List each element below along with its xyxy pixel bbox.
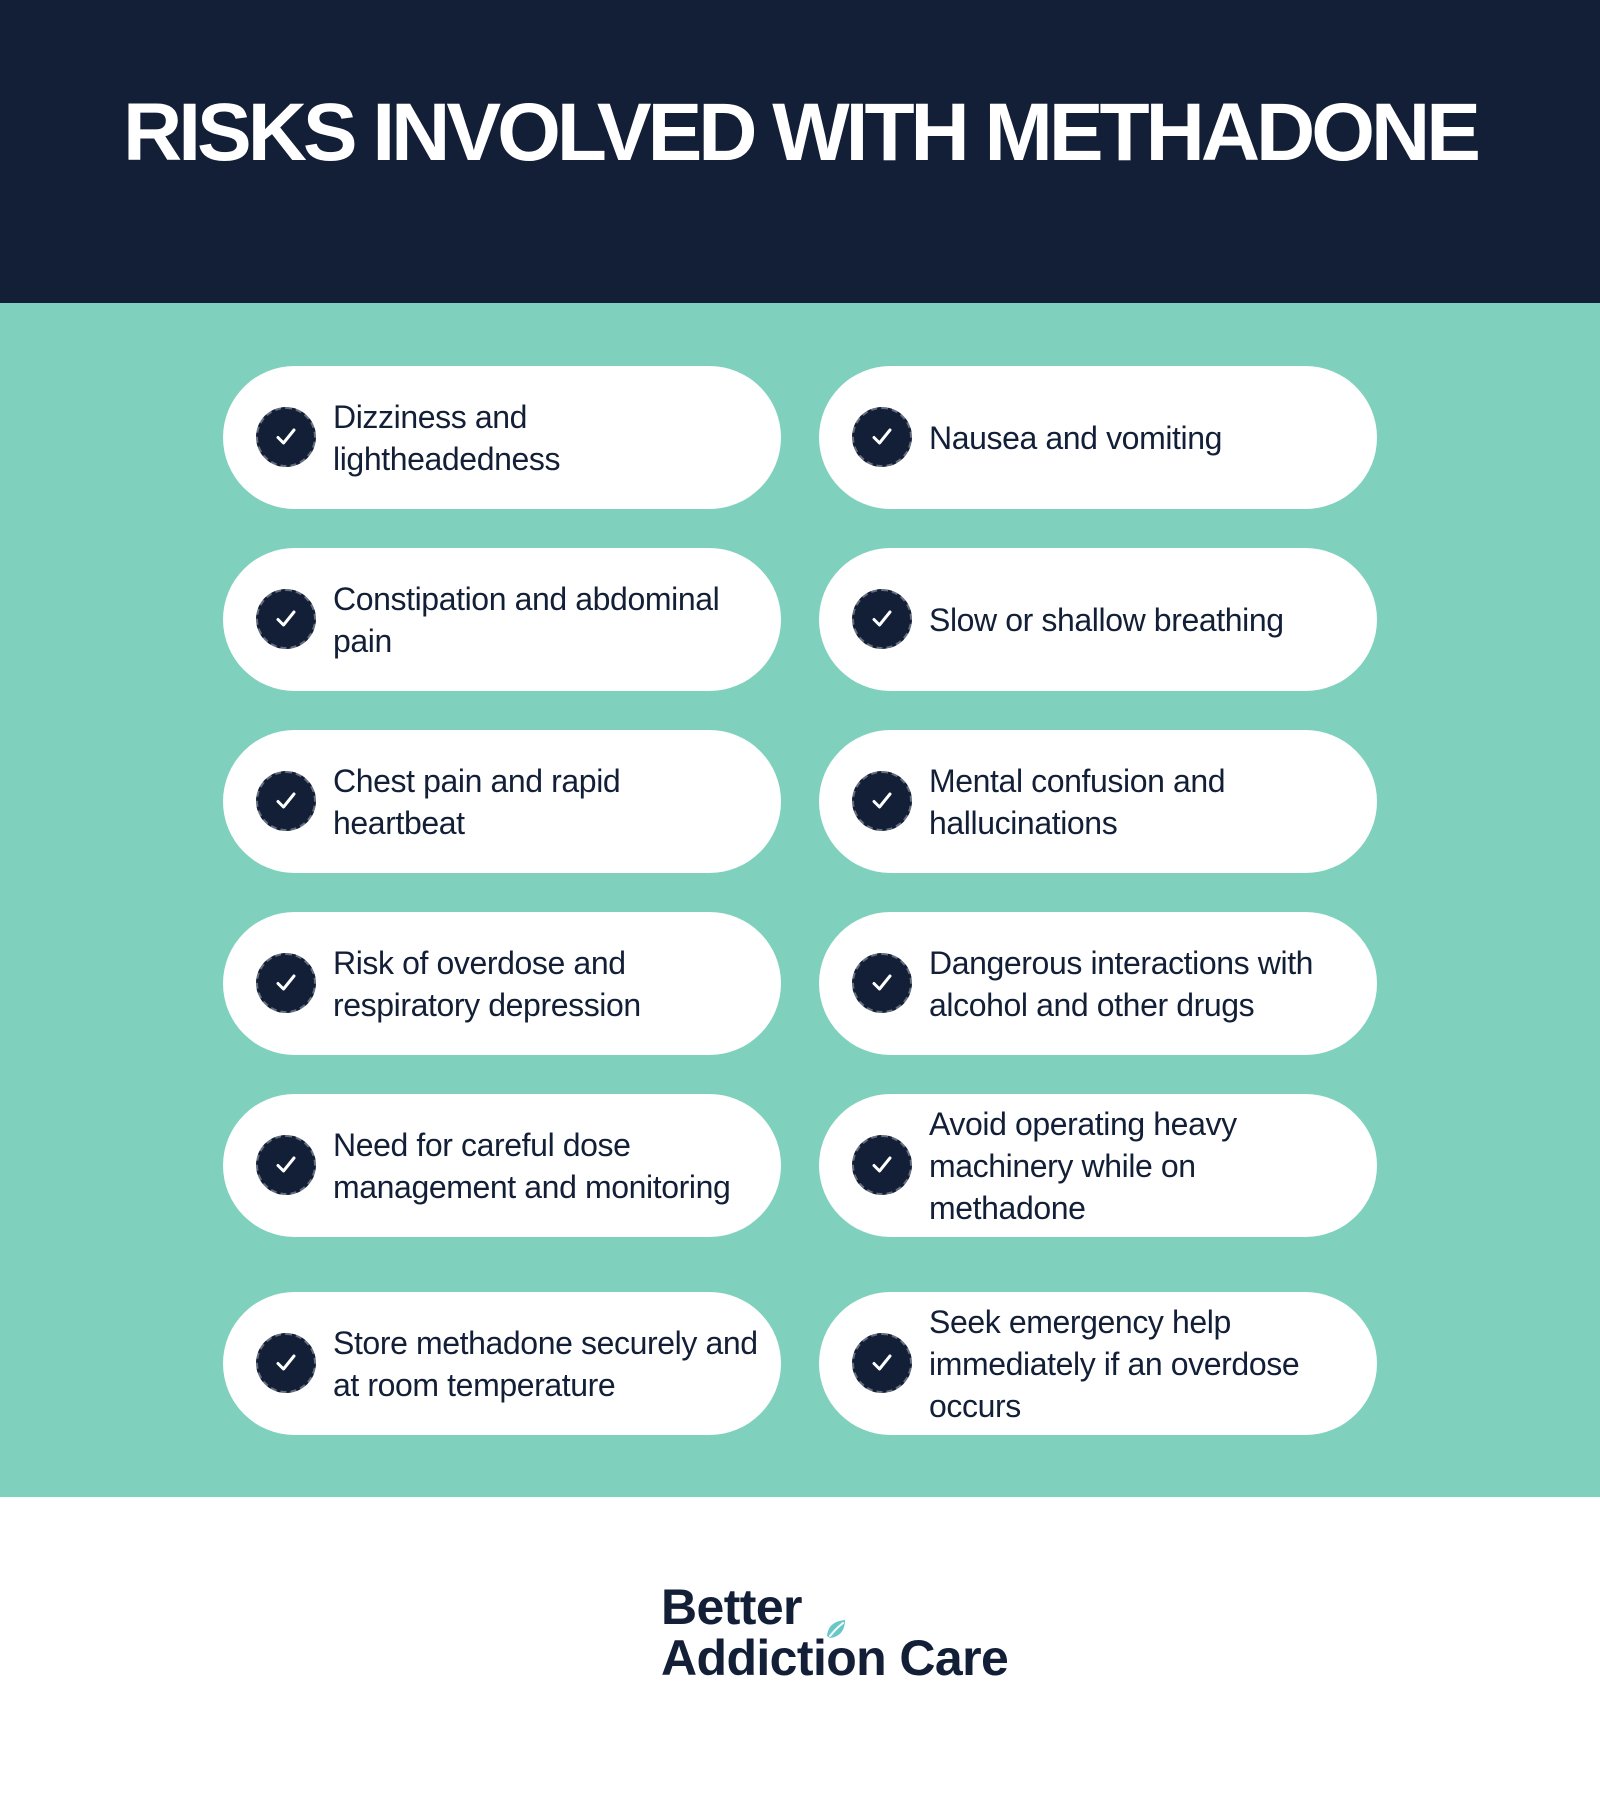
check-icon xyxy=(868,1151,896,1179)
risk-card xyxy=(819,1094,1377,1237)
check-badge xyxy=(852,1135,912,1195)
logo-text-better: Better xyxy=(661,1579,802,1635)
brand-logo xyxy=(661,1581,1021,1691)
risk-card xyxy=(819,912,1377,1055)
check-badge xyxy=(256,1333,316,1393)
risk-label: Seek emergency help immediately if an overdose occurs xyxy=(929,1303,1300,1424)
risk-label: Mental confusion and hallucinations xyxy=(929,762,1226,841)
page-title: RISKS INVOLVED WITH METHADONE xyxy=(123,87,1477,178)
risk-card xyxy=(223,912,781,1055)
check-icon xyxy=(272,423,300,451)
check-icon xyxy=(868,605,896,633)
check-icon xyxy=(272,1349,300,1377)
check-badge xyxy=(256,1135,316,1195)
risk-label: Nausea and vomiting xyxy=(929,419,1223,456)
risk-label: Store methadone securely and at room temperature xyxy=(333,1324,758,1403)
risk-card xyxy=(223,366,781,509)
risk-label: Slow or shallow breathing xyxy=(929,601,1284,638)
check-badge xyxy=(852,589,912,649)
check-icon xyxy=(868,787,896,815)
check-icon xyxy=(272,969,300,997)
check-badge xyxy=(852,407,912,467)
risk-card xyxy=(223,1094,781,1237)
risk-label: Dangerous interactions with alcohol and other drugs xyxy=(929,944,1314,1023)
risk-card xyxy=(223,1292,781,1435)
check-badge xyxy=(256,771,316,831)
check-badge xyxy=(852,771,912,831)
risk-label: Constipation and abdominal pain xyxy=(333,580,720,659)
risk-label: Chest pain and rapid heartbeat xyxy=(333,762,621,841)
risks-panel xyxy=(0,303,1600,1497)
risk-card xyxy=(223,730,781,873)
logo-text-addiction-care: Addiction Care xyxy=(661,1630,1009,1686)
check-icon xyxy=(272,605,300,633)
risk-label: Need for careful dose management and monitoring xyxy=(333,1126,731,1205)
risk-card xyxy=(223,548,781,691)
check-icon xyxy=(868,969,896,997)
check-icon xyxy=(272,787,300,815)
check-badge xyxy=(852,1333,912,1393)
check-icon xyxy=(868,423,896,451)
check-badge xyxy=(852,953,912,1013)
risk-card xyxy=(819,366,1377,509)
risk-card xyxy=(819,1292,1377,1435)
check-badge xyxy=(256,589,316,649)
footer xyxy=(0,1497,1600,1800)
check-badge xyxy=(256,953,316,1013)
risk-card xyxy=(819,730,1377,873)
title-banner xyxy=(0,0,1600,303)
check-icon xyxy=(272,1151,300,1179)
check-badge xyxy=(256,407,316,467)
risk-card xyxy=(819,548,1377,691)
risk-label: Dizziness and lightheadedness xyxy=(333,398,561,477)
risk-label: Avoid operating heavy machinery while on methadone xyxy=(929,1105,1237,1226)
risk-label: Risk of overdose and respiratory depression xyxy=(333,944,641,1023)
check-icon xyxy=(868,1349,896,1377)
